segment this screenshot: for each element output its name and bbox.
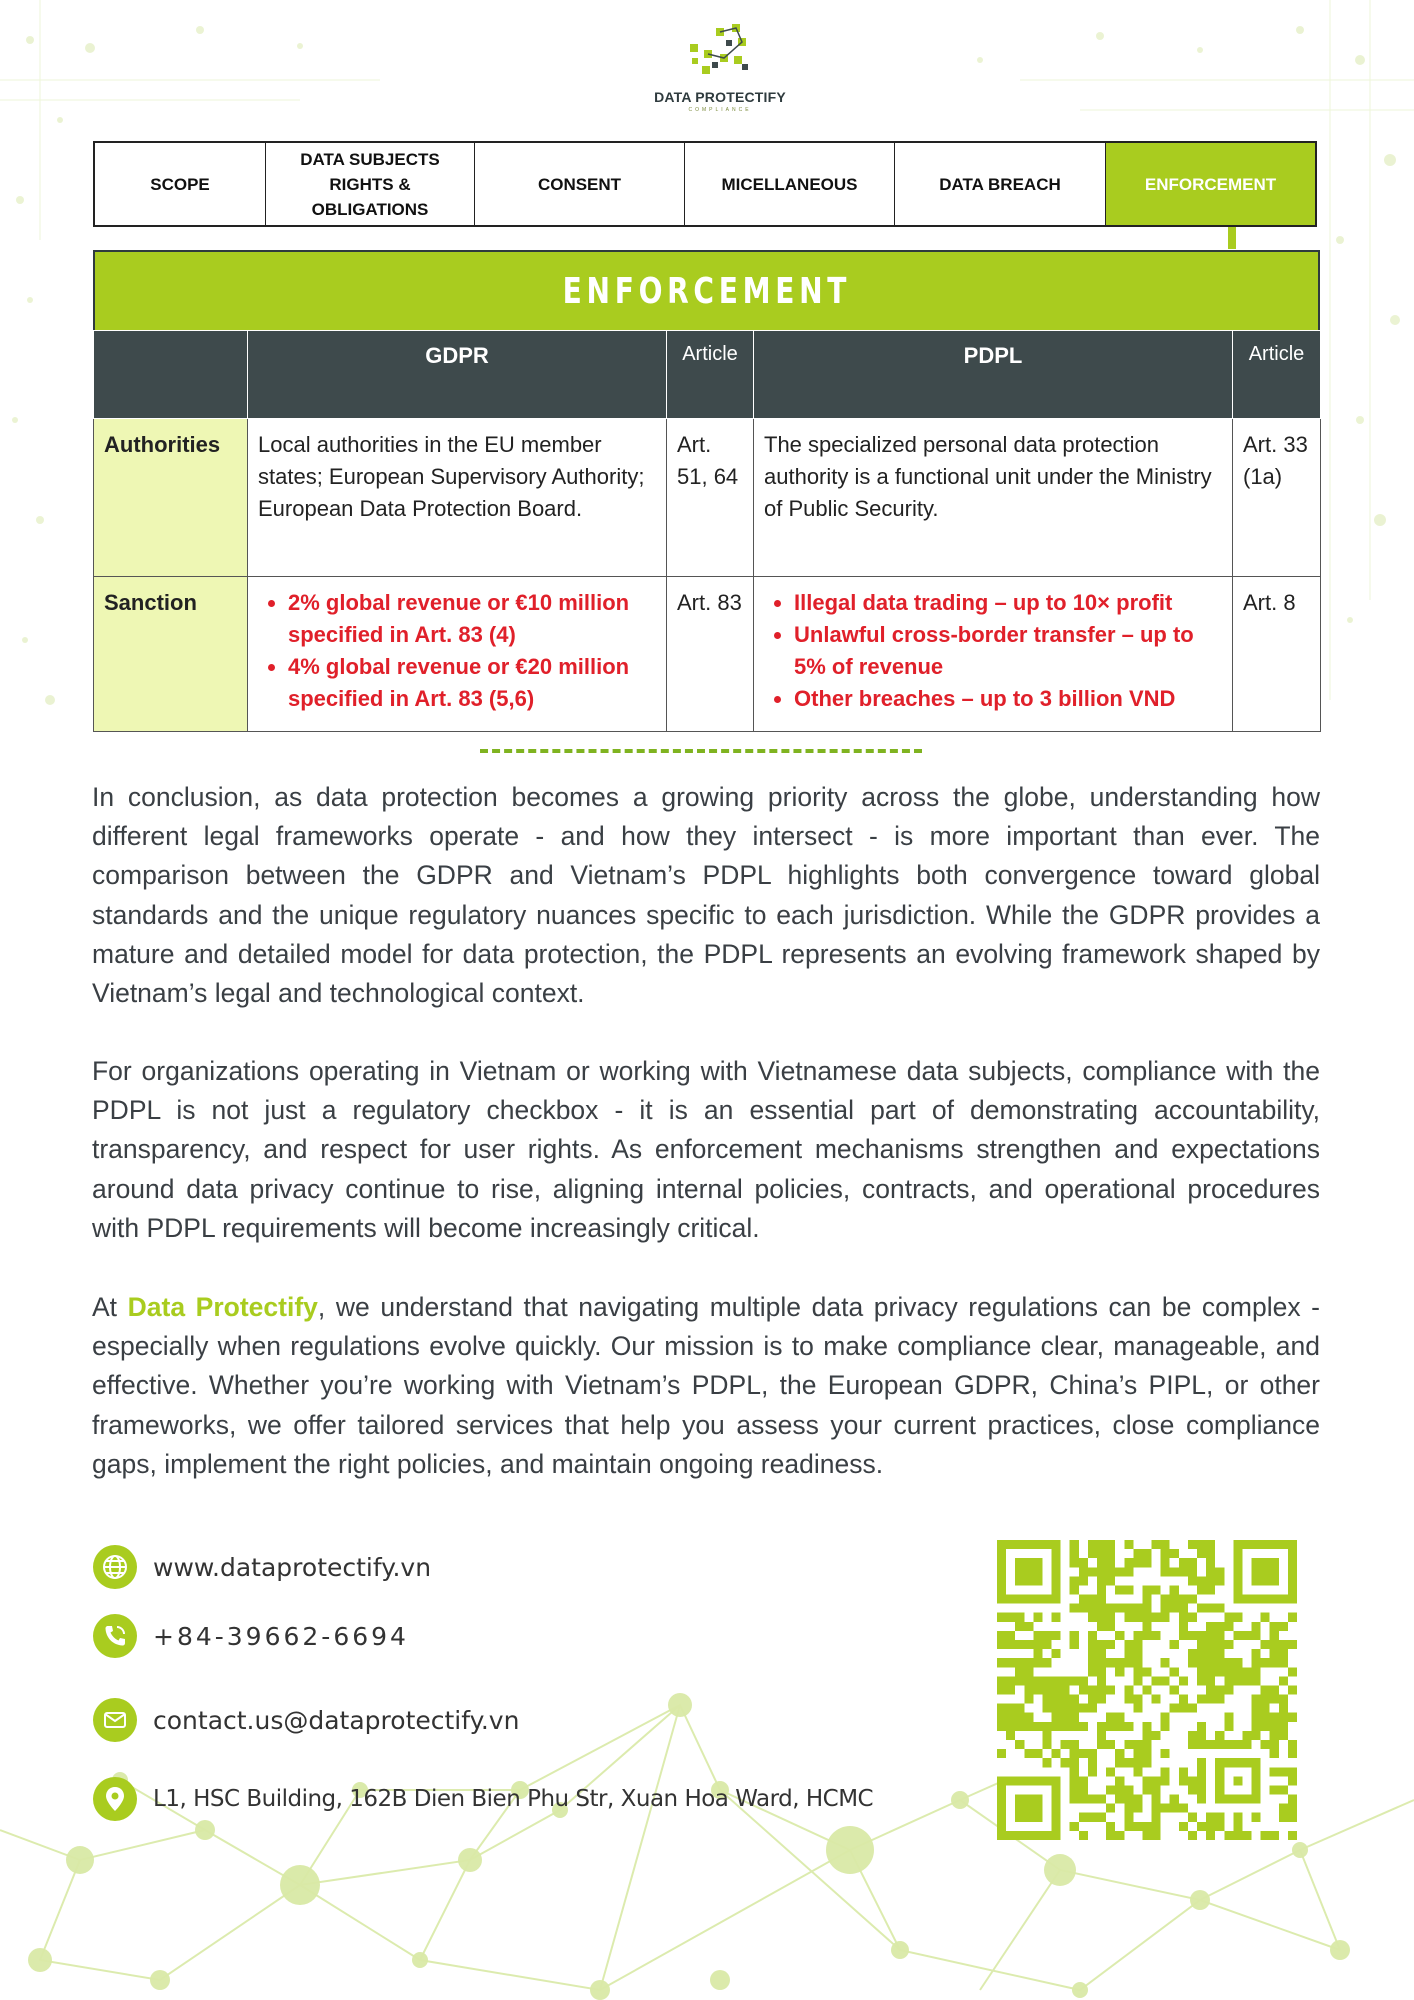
cell-gdpr-article-authorities: Art. 51, 64	[667, 419, 754, 577]
list-item: • Unlawful cross-border transfer – up to 5% of revenue	[794, 619, 1222, 683]
row-label-sanction: Sanction	[94, 577, 248, 732]
cell-pdpl-sanction	[754, 577, 1233, 732]
phone-icon	[93, 1614, 137, 1658]
logo-name: DATA PROTECTIFY	[654, 89, 786, 105]
globe-icon	[93, 1545, 137, 1589]
qr-code[interactable]	[997, 1540, 1297, 1840]
brand-name-highlight: Data Protectify	[127, 1292, 318, 1322]
logo-pixel-mark-icon	[680, 24, 760, 82]
table-header-row	[94, 331, 1321, 419]
contact-phone[interactable]	[93, 1614, 409, 1658]
cell-pdpl-article-authorities: Art. 33 (1a)	[1233, 419, 1321, 577]
tab-data-subjects-rights[interactable]: DATA SUBJECTS RIGHTS & OBLIGATIONS	[266, 143, 475, 225]
location-pin-icon	[93, 1777, 137, 1821]
contact-address	[93, 1777, 873, 1821]
conclusion-paragraph-2: For organizations operating in Vietnam or working with Vietnamese data subjects, compliance with the PDPL is not just a regulatory checkbox - it is an essential part of demonstrating accountability, transparency, and respect for user rights. As enforcement mechanisms strengthen and expectations around data privacy continue to rise, aligning internal policies, contracts, and operational procedures with PDPL requirements will become increasingly critical.	[92, 1056, 1320, 1243]
table-row-authorities	[94, 419, 1321, 577]
brand-logo	[640, 24, 800, 113]
table-title: ENFORCEMENT	[93, 250, 1320, 330]
header-gdpr: GDPR	[248, 331, 667, 419]
tab-scope[interactable]: SCOPE	[95, 143, 266, 225]
contact-email[interactable]	[93, 1698, 519, 1742]
header-pdpl: PDPL	[754, 331, 1233, 419]
cell-pdpl-authorities: The specialized personal data protection authority is a functional unit under the Ministry of Public Security.	[754, 419, 1233, 577]
tab-data-breach[interactable]: DATA BREACH	[895, 143, 1106, 225]
website-link[interactable]: www.dataprotectify.vn	[153, 1552, 432, 1582]
email-link[interactable]: contact.us@dataprotectify.vn	[153, 1705, 520, 1735]
list-item: • Other breaches – up to 3 billion VND	[794, 683, 1222, 715]
cell-gdpr-sanction	[248, 577, 667, 732]
list-item: • Illegal data trading – up to 10× profit	[794, 587, 1222, 619]
cell-gdpr-article-sanction: Art. 83	[667, 577, 754, 732]
header-article-pdpl: Article	[1233, 331, 1321, 419]
section-tabs	[93, 141, 1317, 227]
tab-consent[interactable]: CONSENT	[475, 143, 685, 225]
logo-subtitle: COMPLIANCE	[688, 107, 752, 113]
tab-miscellaneous[interactable]: MICELLANEOUS	[685, 143, 895, 225]
cell-pdpl-article-sanction: Art. 8	[1233, 577, 1321, 732]
tab-connector	[1228, 227, 1236, 249]
mail-icon	[93, 1698, 137, 1742]
row-label-authorities: Authorities	[94, 419, 248, 577]
contact-website[interactable]	[93, 1545, 431, 1589]
address-text: L1, HSC Building, 162B Dien Bien Phu Str, Xuan Hoa Ward, HCMC	[153, 1786, 874, 1812]
enforcement-comparison-table	[93, 250, 1320, 732]
phone-number[interactable]: +84-39662-6694	[153, 1621, 409, 1651]
tab-enforcement[interactable]: ENFORCEMENT	[1106, 143, 1315, 225]
cell-gdpr-authorities: Local authorities in the EU member states; European Supervisory Authority; European Data Protection Board.	[248, 419, 667, 577]
list-item: • 2% global revenue or €10 million specified in Art. 83 (4)	[288, 587, 656, 651]
dashed-divider	[480, 749, 922, 753]
header-blank	[94, 331, 248, 419]
header-article-gdpr: Article	[667, 331, 754, 419]
table-row-sanction	[94, 577, 1321, 732]
conclusion-paragraph-1: In conclusion, as data protection becomes a growing priority across the globe, understanding how different legal frameworks operate - and how they intersect - is more important than ever. The comparison between the GDPR and Vietnam’s PDPL highlights both convergence toward global standards and the unique regulatory nuances specific to each jurisdiction. While the GDPR provides a mature and detailed model for data protection, the PDPL represents an evolving framework shaped by Vietnam’s legal and technological context.	[92, 782, 1320, 1009]
conclusion-paragraph-3: At Data Protectify, we understand that navigating multiple data privacy regulations can be complex - especially when regulations evolve quickly. Our mission is to make compliance clear, manageable, and effective. Whether you’re working with Vietnam’s PDPL, the European GDPR, China’s PIPL, or other frameworks, we offer tailored services that help you assess your current practices, close compliance gaps, implement the right policies, and maintain ongoing readiness.	[92, 1292, 1321, 1479]
list-item: • 4% global revenue or €20 million specified in Art. 83 (5,6)	[288, 651, 656, 715]
